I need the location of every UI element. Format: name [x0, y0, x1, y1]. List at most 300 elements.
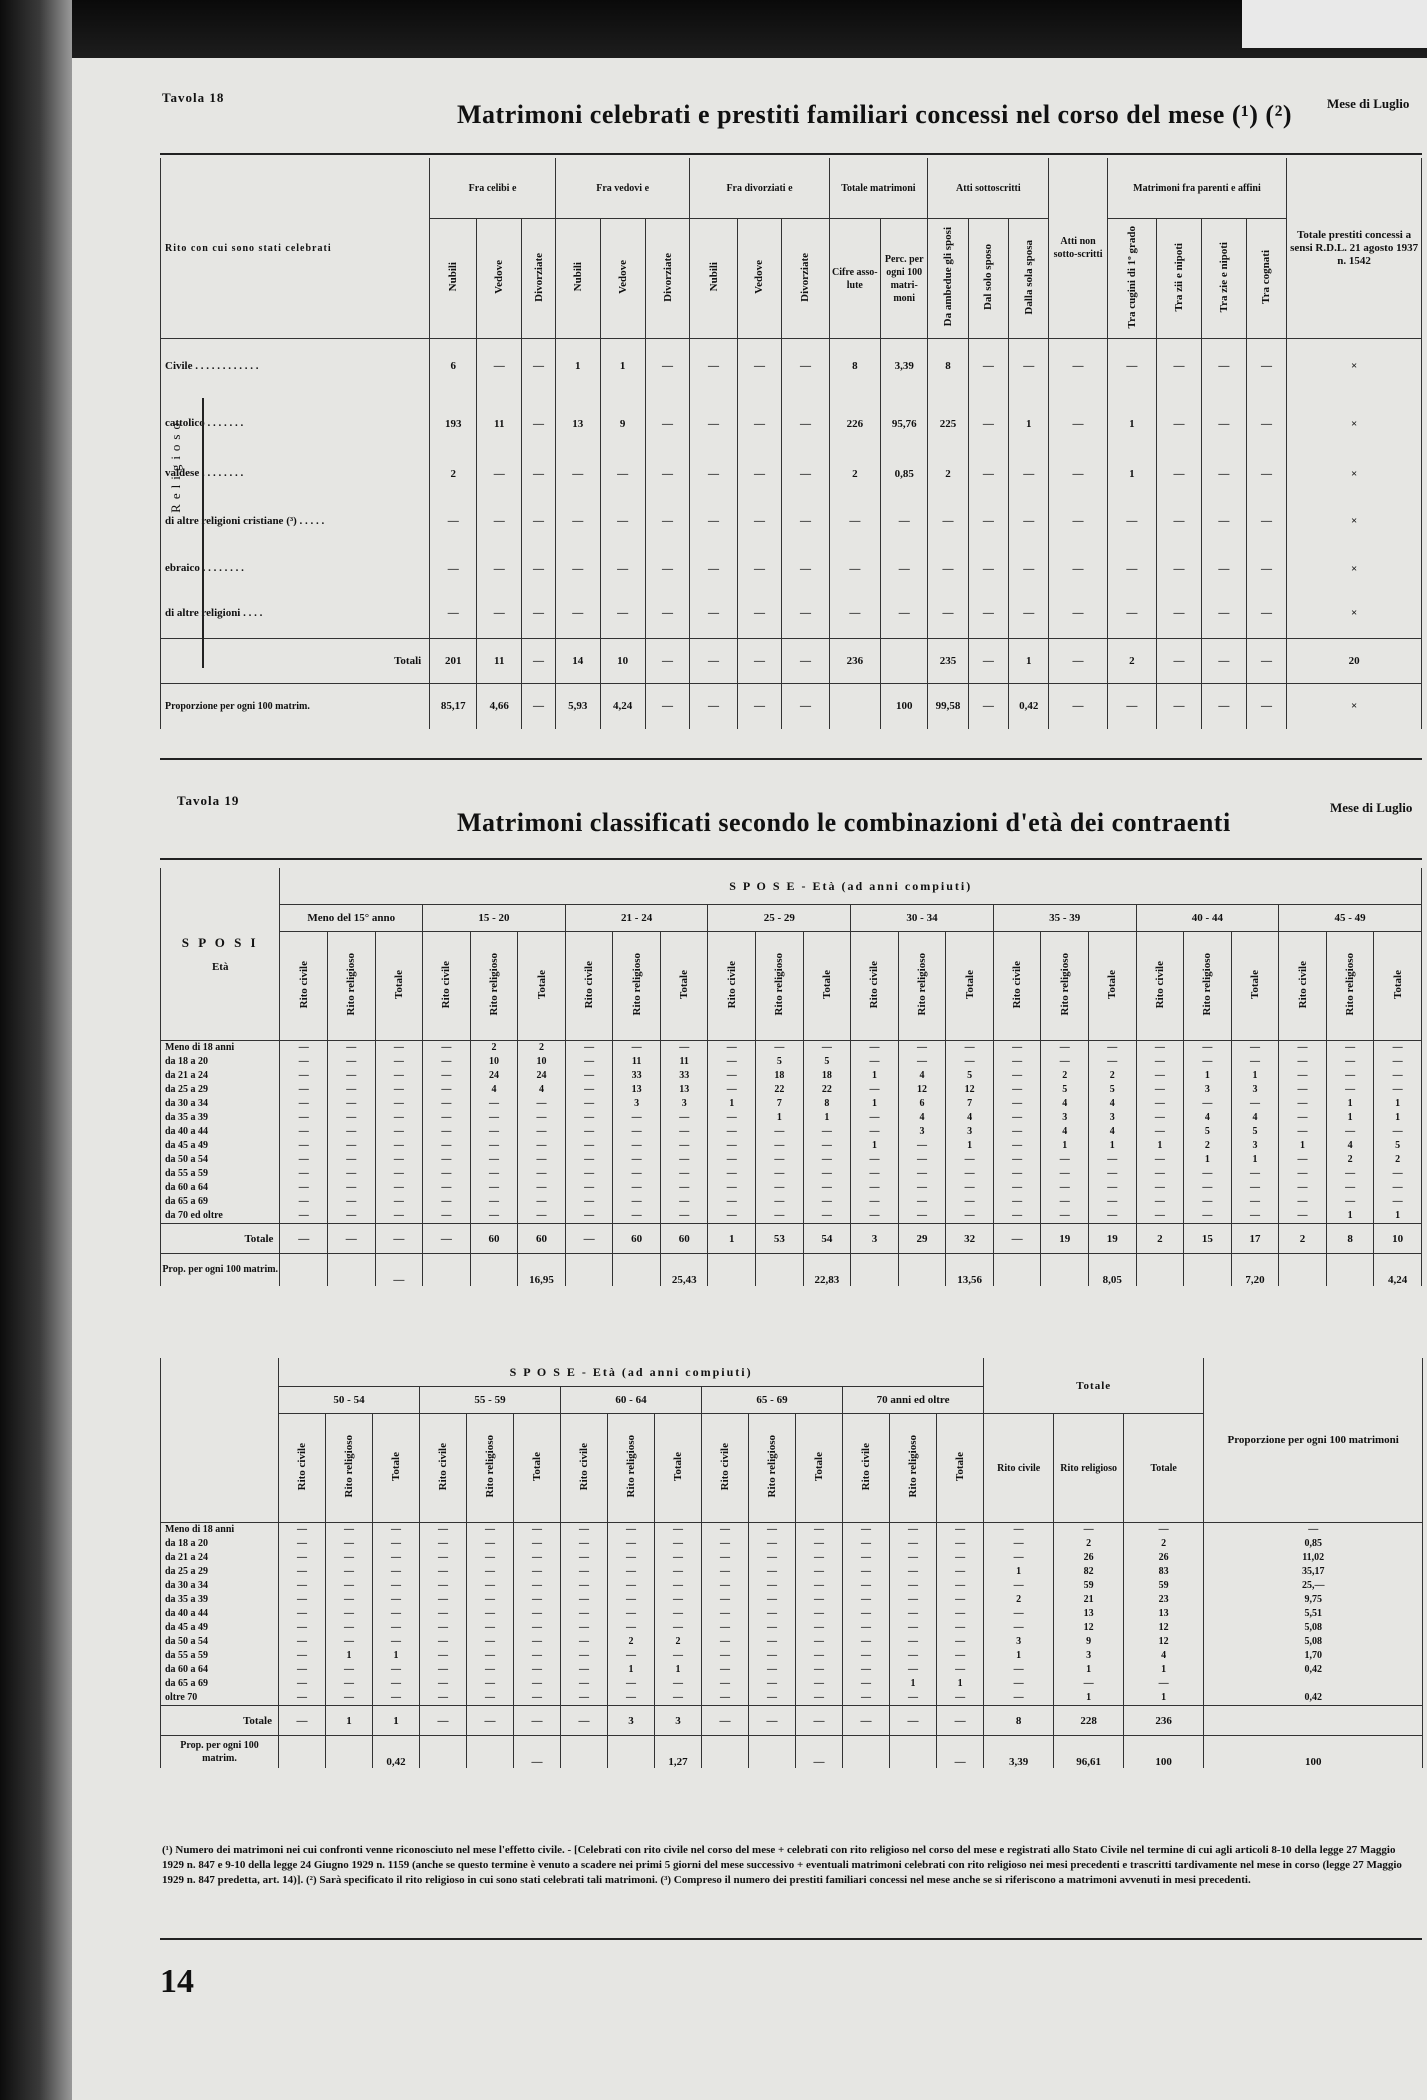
t19a-cell: —: [280, 1125, 328, 1139]
t19a-head-row0: [161, 868, 1422, 905]
t18-cell: ×: [1287, 394, 1422, 454]
t19b-totale-cell: —: [937, 1706, 984, 1736]
t19b-cell: —: [984, 1551, 1054, 1565]
t19b-cell: —: [984, 1607, 1054, 1621]
t19b-cell: —: [373, 1579, 420, 1593]
t18-totali-cell: 2: [1107, 639, 1156, 684]
t19a-cell: —: [898, 1139, 946, 1153]
t18-head-row1: [161, 158, 1422, 219]
t19b-prop-cell: [749, 1736, 796, 1768]
t19a-cell: —: [327, 1195, 375, 1209]
t19a-cell: 3: [898, 1125, 946, 1139]
t19a-cell: —: [851, 1083, 899, 1097]
t18-cell: —: [1049, 494, 1107, 549]
t19a-cell: —: [280, 1167, 328, 1181]
t18-group-atti: Atti sottoscritti: [928, 158, 1049, 219]
t19a-cell: —: [1279, 1181, 1327, 1195]
t19b-sub-totale: [655, 1414, 702, 1523]
t19a-cell: —: [756, 1125, 804, 1139]
t18-rito-header: Rito con cui sono stati celebrati: [161, 158, 430, 339]
t19-sub-religioso: [327, 932, 375, 1041]
t19b-cell: —: [279, 1593, 326, 1607]
t19a-cell: —: [1184, 1209, 1232, 1224]
t19b-cell: —: [326, 1691, 373, 1706]
t18-prop-cell: 4,66: [477, 684, 522, 729]
t19a-totale-label: Totale: [161, 1224, 280, 1254]
t19b-cell: 11,02: [1204, 1551, 1423, 1565]
t19b-cell: —: [749, 1523, 796, 1538]
t19a-cell: 1: [1374, 1111, 1422, 1125]
t19b-cell: 4: [1124, 1649, 1204, 1663]
t19a-cell: —: [423, 1069, 471, 1083]
t18-totali-cell: —: [1201, 639, 1246, 684]
t19a-cell: —: [280, 1055, 328, 1069]
t19b-cell: 82: [1054, 1565, 1124, 1579]
t18-totali-cell: —: [1246, 639, 1286, 684]
t19b-cell: —: [561, 1523, 608, 1538]
t19a-prop-cell: [470, 1254, 518, 1286]
t18-cell: 1: [1107, 394, 1156, 454]
t19a-cell: —: [518, 1125, 566, 1139]
t18-cell: 8: [928, 339, 968, 394]
t18-totali-label: Totali: [161, 639, 430, 684]
t19-age-group: 45 - 49: [1279, 905, 1422, 932]
t19a-cell: 4: [1041, 1097, 1089, 1111]
t19b-cell: —: [326, 1565, 373, 1579]
t19a-cell: 3: [613, 1097, 661, 1111]
t19-sub-religioso: [1326, 932, 1374, 1041]
t19-sub-civile-text: Rito civile: [725, 960, 738, 1009]
t19b-cell: —: [561, 1677, 608, 1691]
t19a-cell: —: [1326, 1181, 1374, 1195]
t19b-cell: —: [749, 1607, 796, 1621]
t19b-cell: —: [796, 1551, 843, 1565]
t19a-cell: 1: [851, 1139, 899, 1153]
t18-row-label: Civile . . . . . . . . . . . .: [161, 339, 430, 394]
t19b-cell: —: [1054, 1523, 1124, 1538]
t19b-cell: —: [279, 1649, 326, 1663]
t19a-cell: 8: [803, 1097, 851, 1111]
t19a-cell: 3: [1088, 1111, 1136, 1125]
t19a-totale-cell: 1: [708, 1224, 756, 1254]
t19b-cell: —: [420, 1537, 467, 1551]
t19b-cell: —: [796, 1523, 843, 1538]
t19a-cell: —: [1088, 1041, 1136, 1056]
t19a-cell: 1: [756, 1111, 804, 1125]
t19a-cell: 4: [1088, 1125, 1136, 1139]
t19a-prop-cell: [1041, 1254, 1089, 1286]
t19a-cell: —: [993, 1111, 1041, 1125]
t19b-cell: 59: [1054, 1579, 1124, 1593]
t19b-sub-civile: [420, 1414, 467, 1523]
t19a-totale-cell: 15: [1184, 1224, 1232, 1254]
t19b-row: [161, 1607, 1423, 1621]
t19a-row: [161, 1083, 1422, 1097]
t19a-cell: —: [280, 1069, 328, 1083]
t19-sub-totale: [518, 932, 566, 1041]
t19b-prop-cell: —: [796, 1736, 843, 1768]
t19b-cell: —: [796, 1649, 843, 1663]
t19b-cell: —: [608, 1593, 655, 1607]
t18-sub-nubili-0-text: Nubili: [447, 262, 460, 292]
t19b-totale-sub: Rito religioso: [1054, 1414, 1124, 1523]
t19a-cell: 3: [660, 1097, 708, 1111]
t19b-cell: 9,75: [1204, 1593, 1423, 1607]
t19b-sub-totale: [937, 1414, 984, 1523]
t18-cell: —: [1201, 494, 1246, 549]
t19a-cell: —: [756, 1209, 804, 1224]
t19a-row-prop: [161, 1254, 1422, 1286]
t19a-cell: 3: [1041, 1111, 1089, 1125]
t18-sub-perc: Perc. per ogni 100 matri-moni: [881, 219, 928, 339]
t19a-prop-cell: [565, 1254, 613, 1286]
t19a-cell: 7: [756, 1097, 804, 1111]
t19b-cell: —: [373, 1523, 420, 1538]
t19a-row-label: da 25 a 29: [161, 1083, 280, 1097]
t19b-cell: —: [655, 1621, 702, 1635]
t19b-cell: —: [1054, 1677, 1124, 1691]
t19a-cell: —: [660, 1111, 708, 1125]
t19a-cell: 4: [898, 1111, 946, 1125]
t19b-cell: 5,08: [1204, 1635, 1423, 1649]
t19b-cell: —: [279, 1537, 326, 1551]
t19b-cell: —: [890, 1635, 937, 1649]
t19-sub-civile-text: Rito civile: [1296, 960, 1309, 1009]
t19a-totale-cell: 60: [518, 1224, 566, 1254]
t19a-cell: 1: [1279, 1139, 1327, 1153]
t19b-totale-cell: —: [843, 1706, 890, 1736]
t19b-cell: —: [843, 1523, 890, 1538]
t19-age-group: 21 - 24: [565, 905, 708, 932]
t19b-cell: —: [514, 1621, 561, 1635]
t19b-cell: —: [514, 1607, 561, 1621]
t19a-cell: 1: [1184, 1069, 1232, 1083]
t19b-cell: —: [561, 1621, 608, 1635]
t19a-cell: —: [660, 1181, 708, 1195]
t18-cell: —: [1246, 589, 1286, 639]
t19b-row-label: da 21 a 24: [161, 1551, 279, 1565]
t19b-sub-religioso: [749, 1414, 796, 1523]
t19a-cell: —: [518, 1139, 566, 1153]
t19b-cell: —: [843, 1537, 890, 1551]
t19-table-part1: [160, 868, 1422, 1286]
t18-cell: —: [881, 589, 928, 639]
t19a-prop-cell: [327, 1254, 375, 1286]
t19a-totale-cell: 8: [1326, 1224, 1374, 1254]
t19a-cell: 2: [1374, 1153, 1422, 1167]
t19a-cell: —: [1136, 1181, 1184, 1195]
t19a-cell: —: [1136, 1069, 1184, 1083]
t19a-cell: —: [1041, 1153, 1089, 1167]
t18-totali-cell: 236: [829, 639, 881, 684]
t19-sub-religioso: [1041, 932, 1089, 1041]
t19b-totale-cell: 228: [1054, 1706, 1124, 1736]
t18-cell: 8: [829, 339, 881, 394]
t19b-cell: —: [1204, 1523, 1423, 1538]
t19b-totale-label: Totale: [161, 1706, 279, 1736]
t19b-cell: —: [514, 1537, 561, 1551]
t19a-cell: —: [565, 1083, 613, 1097]
t19b-cell: —: [843, 1607, 890, 1621]
t19a-cell: 5: [1231, 1125, 1279, 1139]
t19b-cell: —: [373, 1635, 420, 1649]
t18-sub-divorziate-2: [522, 219, 556, 339]
t19b-cell: —: [937, 1621, 984, 1635]
t19b-prop-cell: [467, 1736, 514, 1768]
t18-sub-vedove-7-text: Vedove: [753, 260, 766, 294]
t19b-cell: —: [608, 1621, 655, 1635]
t19a-cell: —: [803, 1181, 851, 1195]
t19b-cell: —: [467, 1677, 514, 1691]
t19b-cell: —: [843, 1551, 890, 1565]
t19a-prop-cell: 4,24: [1374, 1254, 1422, 1286]
t19b-sub-civile-text: Rito civile: [578, 1442, 590, 1491]
t19b-cell: —: [514, 1523, 561, 1538]
t19a-cell: —: [1088, 1055, 1136, 1069]
t18-cell: —: [1157, 549, 1202, 589]
t18-sub-ambedue: [928, 219, 968, 339]
t19a-totale-cell: 2: [1136, 1224, 1184, 1254]
t19b-cell: —: [890, 1579, 937, 1593]
t19a-cell: —: [1041, 1195, 1089, 1209]
t19b-row-label: da 30 a 34: [161, 1579, 279, 1593]
t19a-cell: —: [470, 1139, 518, 1153]
t19a-cell: —: [1041, 1041, 1089, 1056]
t18-row: [161, 589, 1422, 639]
t19b-cell: —: [937, 1565, 984, 1579]
t19b-cell: —: [749, 1593, 796, 1607]
t19a-cell: —: [1279, 1055, 1327, 1069]
t18-cell: —: [645, 454, 690, 494]
t19a-cell: —: [423, 1139, 471, 1153]
t19a-cell: —: [565, 1209, 613, 1224]
t18-cell: 9: [600, 394, 645, 454]
t19a-prop-cell: —: [375, 1254, 423, 1286]
t19b-age-group: 55 - 59: [420, 1387, 561, 1414]
t18-row: [161, 394, 1422, 454]
t19a-cell: —: [1374, 1181, 1422, 1195]
t19a-totale-cell: 53: [756, 1224, 804, 1254]
t19-sub-totale-text: Totale: [963, 970, 976, 999]
t19-month: Mese di Luglio: [1330, 800, 1413, 815]
t19b-prop-cell: 3,39: [984, 1736, 1054, 1768]
t19-sub-religioso-text: Rito religioso: [1058, 953, 1071, 1016]
t19b-cell: —: [984, 1691, 1054, 1706]
t19b-sub-religioso: [326, 1414, 373, 1523]
t19b-cell: —: [702, 1635, 749, 1649]
t19b-sub-totale: [373, 1414, 420, 1523]
t19b-cell: —: [561, 1551, 608, 1565]
t19b-cell: —: [561, 1565, 608, 1579]
t19a-cell: —: [708, 1139, 756, 1153]
t19a-cell: —: [993, 1209, 1041, 1224]
t19a-cell: —: [1279, 1083, 1327, 1097]
t19a-cell: —: [851, 1041, 899, 1056]
t18-cell: —: [430, 589, 477, 639]
t18-cell: —: [1157, 494, 1202, 549]
t19b-cell: —: [279, 1565, 326, 1579]
t19a-cell: —: [518, 1111, 566, 1125]
t19b-sub-civile-text: Rito civile: [437, 1442, 449, 1491]
t19b-cell: 1: [1054, 1691, 1124, 1706]
t19b-cell: —: [890, 1523, 937, 1538]
t19a-cell: —: [565, 1055, 613, 1069]
t19a-cell: —: [851, 1209, 899, 1224]
t19-eta: Età: [211, 961, 229, 973]
t19b-cell: 1: [1124, 1691, 1204, 1706]
t18-sub-vedove-1: [477, 219, 522, 339]
t18-cell: —: [1201, 339, 1246, 394]
t19a-cell: —: [993, 1167, 1041, 1181]
t19b-cell: —: [467, 1663, 514, 1677]
t19b-cell: —: [702, 1649, 749, 1663]
t18-prop-cell: [829, 684, 881, 729]
t19b-row-label: da 45 a 49: [161, 1621, 279, 1635]
t19b-cell: —: [279, 1551, 326, 1565]
t18-cell: —: [737, 589, 782, 639]
t19b-cell: —: [655, 1537, 702, 1551]
t19a-cell: —: [1041, 1181, 1089, 1195]
t18-totali-cell: [881, 639, 928, 684]
t18-prop-cell: ×: [1287, 684, 1422, 729]
t19a-cell: —: [1088, 1209, 1136, 1224]
t19b-row-label: oltre 70: [161, 1691, 279, 1706]
t19b-cell: —: [796, 1593, 843, 1607]
t19a-cell: 5: [803, 1055, 851, 1069]
t19a-cell: 2: [1184, 1139, 1232, 1153]
t19b-cell: —: [279, 1663, 326, 1677]
t18-cell: —: [782, 589, 829, 639]
t18-cell: —: [1246, 339, 1286, 394]
t19a-cell: —: [1184, 1041, 1232, 1056]
t18-totali-cell: 10: [600, 639, 645, 684]
t19a-row: [161, 1097, 1422, 1111]
t19a-cell: —: [803, 1139, 851, 1153]
t18-sub-sposo: [968, 219, 1008, 339]
t18-cell: —: [690, 394, 737, 454]
t19-sub-civile: [280, 932, 328, 1041]
t18-cell: —: [522, 339, 556, 394]
t19b-row-label: da 55 a 59: [161, 1649, 279, 1663]
t18-cell: —: [782, 339, 829, 394]
t18-cell: —: [555, 494, 600, 549]
t19a-cell: 22: [803, 1083, 851, 1097]
t19a-cell: 5: [946, 1069, 994, 1083]
t18-sub-sposo-text: Dal solo sposo: [982, 243, 995, 311]
t19b-cell: —: [608, 1691, 655, 1706]
t19a-cell: —: [708, 1125, 756, 1139]
t19a-cell: —: [375, 1167, 423, 1181]
t19b-cell: —: [326, 1635, 373, 1649]
t19a-cell: 5: [1184, 1125, 1232, 1139]
t19a-cell: —: [518, 1195, 566, 1209]
t19a-cell: —: [660, 1139, 708, 1153]
t18-sub-nubili-3: [555, 219, 600, 339]
t19b-cell: —: [420, 1677, 467, 1691]
t19b-cell: —: [702, 1565, 749, 1579]
t19-sub-totale-text: Totale: [678, 970, 691, 999]
t18-cell: —: [1009, 549, 1049, 589]
t19a-cell: —: [993, 1195, 1041, 1209]
t18-cell: —: [1201, 394, 1246, 454]
t19b-totale-cell: —: [702, 1706, 749, 1736]
t19b-age-group: 60 - 64: [561, 1387, 702, 1414]
t19b-row: [161, 1663, 1423, 1677]
t18-cell: —: [1157, 589, 1202, 639]
t19-sub-civile-text: Rito civile: [1011, 960, 1024, 1009]
t19b-cell: —: [561, 1635, 608, 1649]
t19-age-group: 30 - 34: [851, 905, 994, 932]
t19b-cell: —: [749, 1677, 796, 1691]
t18-totali-cell: —: [690, 639, 737, 684]
t18-prop-cell: —: [690, 684, 737, 729]
t19b-prop-cell: —: [937, 1736, 984, 1768]
t18-cell: —: [928, 589, 968, 639]
t18-cell: —: [1009, 589, 1049, 639]
t19b-cell: —: [420, 1621, 467, 1635]
t19a-cell: —: [1279, 1125, 1327, 1139]
t19-sub-totale: [803, 932, 851, 1041]
t19a-cell: —: [756, 1181, 804, 1195]
t19a-cell: —: [898, 1153, 946, 1167]
t18-cell: —: [645, 494, 690, 549]
t19b-cell: —: [561, 1607, 608, 1621]
t18-row-label: ebraico . . . . . . . .: [161, 549, 430, 589]
t18-cell: —: [600, 589, 645, 639]
t19-sub-religioso-text: Rito religioso: [487, 953, 500, 1016]
t19a-cell: —: [946, 1055, 994, 1069]
t19a-totale-cell: —: [327, 1224, 375, 1254]
t19b-cell: 1: [373, 1649, 420, 1663]
t18-cell: —: [782, 494, 829, 549]
t19a-cell: —: [1231, 1041, 1279, 1056]
t19a-cell: —: [898, 1041, 946, 1056]
t19a-cell: —: [613, 1125, 661, 1139]
t19a-row-label: da 55 a 59: [161, 1167, 280, 1181]
t18-cell: —: [881, 549, 928, 589]
t19b-cell: —: [843, 1621, 890, 1635]
t18-bottom-rule: [160, 758, 1422, 760]
t19a-cell: 2: [518, 1041, 566, 1056]
t19a-cell: —: [708, 1055, 756, 1069]
t19b-cell: —: [702, 1579, 749, 1593]
t19b-cell: —: [373, 1537, 420, 1551]
t19b-prop-cell: 0,42: [373, 1736, 420, 1768]
t19a-cell: —: [803, 1125, 851, 1139]
t19-age-group: 25 - 29: [708, 905, 851, 932]
t19b-cell: 13: [1054, 1607, 1124, 1621]
t19b-age-group: 70 anni ed oltre: [843, 1387, 984, 1414]
t18-cell: —: [968, 549, 1008, 589]
t19a-row-label: da 45 a 49: [161, 1139, 280, 1153]
t18-cell: —: [1107, 549, 1156, 589]
t18-row-label: valdese . . . . . . . .: [161, 454, 430, 494]
t19b-totale-cell: 1: [373, 1706, 420, 1736]
t19b-cell: 26: [1054, 1551, 1124, 1565]
t19a-cell: —: [1184, 1055, 1232, 1069]
t19-top-rule: [160, 858, 1422, 860]
t19a-cell: —: [1231, 1097, 1279, 1111]
t19a-prop-cell: [280, 1254, 328, 1286]
t19b-cell: —: [467, 1565, 514, 1579]
t19a-cell: —: [708, 1209, 756, 1224]
t19a-prop-cell: 16,95: [518, 1254, 566, 1286]
t19b-cell: —: [890, 1649, 937, 1663]
t19a-cell: —: [756, 1139, 804, 1153]
t19b-cell: —: [843, 1677, 890, 1691]
t19a-cell: —: [423, 1181, 471, 1195]
t19a-cell: —: [327, 1167, 375, 1181]
